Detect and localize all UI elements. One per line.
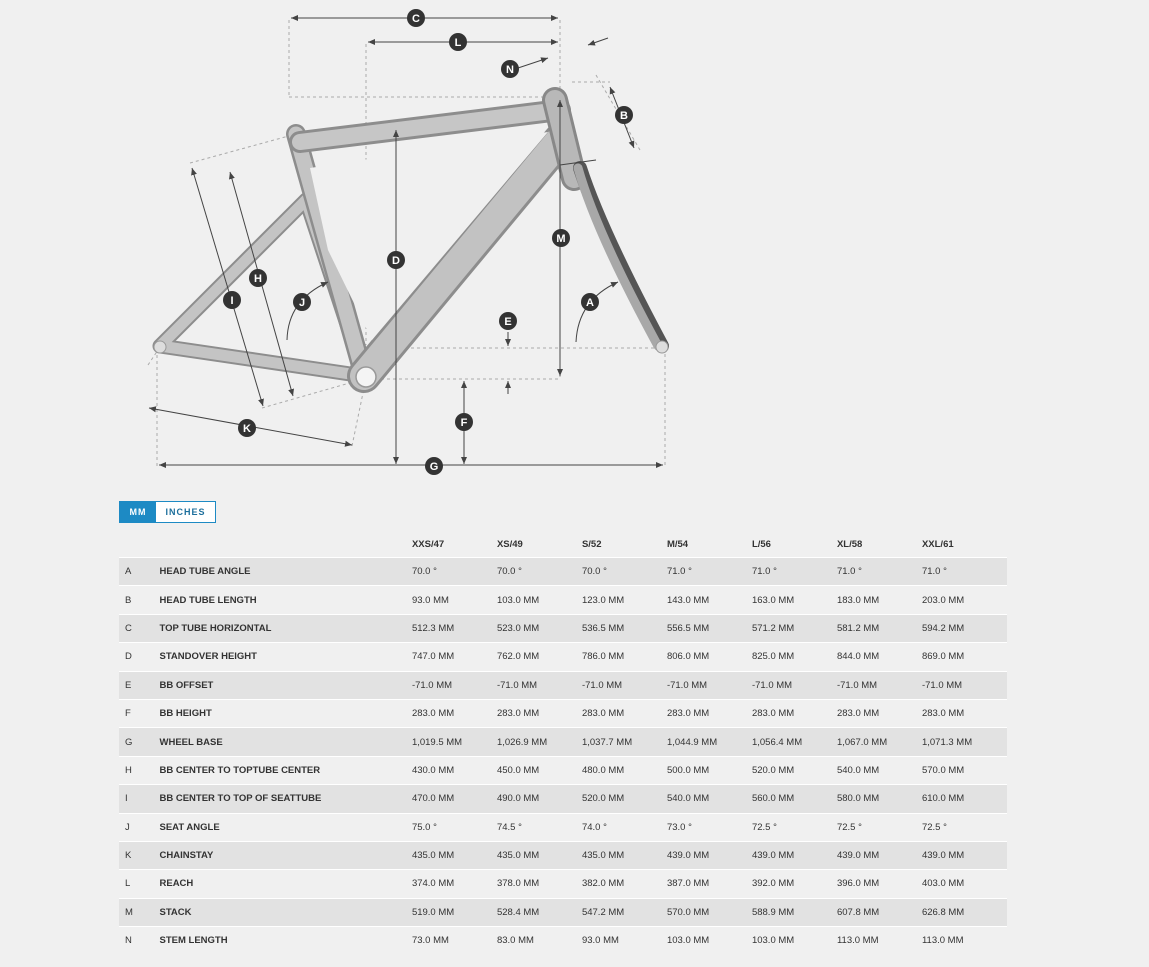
row-letter: M <box>119 898 160 926</box>
row-value: 571.2 MM <box>752 614 837 642</box>
svg-text:E: E <box>504 316 512 328</box>
row-measurement-name: HEAD TUBE ANGLE <box>160 558 412 586</box>
row-value: 439.0 MM <box>667 841 752 869</box>
dimension-label-l <box>449 33 467 51</box>
row-value: 547.2 MM <box>582 898 667 926</box>
row-value: 540.0 MM <box>837 756 922 784</box>
svg-text:A: A <box>586 297 594 309</box>
size-header: XXS/47 <box>411 538 445 550</box>
row-value: 382.0 MM <box>582 870 667 898</box>
row-measurement-name: BB CENTER TO TOPTUBE CENTER <box>160 756 412 784</box>
row-value: 283.0 MM <box>837 699 922 727</box>
row-value: 72.5 ° <box>752 813 837 841</box>
row-value: 113.0 MM <box>922 927 1007 955</box>
row-value: 512.3 MM <box>412 614 497 642</box>
row-value: 183.0 MM <box>837 586 922 614</box>
dimension-label-a <box>581 293 599 311</box>
row-letter: K <box>119 841 160 869</box>
row-value: -71.0 MM <box>497 671 582 699</box>
svg-text:C: C <box>412 13 420 25</box>
size-header: XS/49 <box>496 538 523 550</box>
row-value: 73.0 MM <box>412 927 497 955</box>
table-row <box>119 671 1007 699</box>
row-letter: F <box>119 699 160 727</box>
svg-text:F: F <box>460 417 468 429</box>
row-measurement-name: TOP TUBE HORIZONTAL <box>160 614 412 642</box>
dimension-label-m <box>552 229 570 247</box>
row-value: -71.0 MM <box>837 671 922 699</box>
row-value: 470.0 MM <box>412 785 497 813</box>
dimension-label-i <box>223 291 241 309</box>
row-value: 439.0 MM <box>922 841 1007 869</box>
row-value: 1,026.9 MM <box>497 728 582 756</box>
svg-text:H: H <box>254 273 262 285</box>
row-value: 570.0 MM <box>667 898 752 926</box>
row-value: 163.0 MM <box>752 586 837 614</box>
dimension-label-d <box>387 251 405 269</box>
svg-text:J: J <box>298 297 306 309</box>
row-value: 626.8 MM <box>922 898 1007 926</box>
row-value: 435.0 MM <box>412 841 497 869</box>
table-row <box>119 614 1007 642</box>
row-value: 71.0 ° <box>837 558 922 586</box>
svg-text:G: G <box>429 461 439 473</box>
row-value: 439.0 MM <box>752 841 837 869</box>
svg-text:I: I <box>230 295 234 307</box>
row-value: 607.8 MM <box>837 898 922 926</box>
svg-text:K: K <box>243 423 251 435</box>
row-letter: G <box>119 728 160 756</box>
dimension-label-k <box>238 419 256 437</box>
row-value: -71.0 MM <box>667 671 752 699</box>
row-measurement-name: STACK <box>160 898 412 926</box>
row-value: -71.0 MM <box>412 671 497 699</box>
row-letter: D <box>119 643 160 671</box>
row-value: 83.0 MM <box>497 927 582 955</box>
svg-text:B: B <box>620 110 628 122</box>
row-measurement-name: BB HEIGHT <box>160 699 412 727</box>
row-value: 123.0 MM <box>582 586 667 614</box>
row-value: 430.0 MM <box>412 756 497 784</box>
row-value: 556.5 MM <box>667 614 752 642</box>
row-value: 480.0 MM <box>582 756 667 784</box>
row-letter: N <box>119 927 160 955</box>
row-value: 72.5 ° <box>922 813 1007 841</box>
dimension-label-j <box>293 293 311 311</box>
row-value: 523.0 MM <box>497 614 582 642</box>
row-value: 283.0 MM <box>497 699 582 727</box>
row-value: 70.0 ° <box>497 558 582 586</box>
row-measurement-name: BB CENTER TO TOP OF SEATTUBE <box>160 785 412 813</box>
row-measurement-name: HEAD TUBE LENGTH <box>160 586 412 614</box>
row-value: 869.0 MM <box>922 643 1007 671</box>
row-value: 594.2 MM <box>922 614 1007 642</box>
row-value: -71.0 MM <box>752 671 837 699</box>
table-row <box>119 643 1007 671</box>
row-value: 435.0 MM <box>582 841 667 869</box>
row-value: 93.0 MM <box>582 927 667 955</box>
size-header: XXL/61 <box>921 538 954 550</box>
row-value: 581.2 MM <box>837 614 922 642</box>
table-row <box>119 558 1007 586</box>
row-measurement-name: STANDOVER HEIGHT <box>160 643 412 671</box>
row-value: 580.0 MM <box>837 785 922 813</box>
row-value: 1,071.3 MM <box>922 728 1007 756</box>
row-value: 283.0 MM <box>922 699 1007 727</box>
row-value: 520.0 MM <box>752 756 837 784</box>
row-value: 806.0 MM <box>667 643 752 671</box>
row-value: 113.0 MM <box>837 927 922 955</box>
row-value: 762.0 MM <box>497 643 582 671</box>
row-letter: A <box>119 558 160 586</box>
table-row <box>119 841 1007 869</box>
row-measurement-name: SEAT ANGLE <box>160 813 412 841</box>
row-value: 1,019.5 MM <box>412 728 497 756</box>
row-value: 844.0 MM <box>837 643 922 671</box>
row-value: 72.5 ° <box>837 813 922 841</box>
table-row <box>119 785 1007 813</box>
table-row <box>119 870 1007 898</box>
row-value: 392.0 MM <box>752 870 837 898</box>
row-value: 70.0 ° <box>582 558 667 586</box>
svg-text:M: M <box>556 233 566 245</box>
row-value: 570.0 MM <box>922 756 1007 784</box>
row-measurement-name: WHEEL BASE <box>160 728 412 756</box>
row-measurement-name: BB OFFSET <box>160 671 412 699</box>
row-value: 560.0 MM <box>752 785 837 813</box>
row-letter: J <box>119 813 160 841</box>
table-row <box>119 756 1007 784</box>
size-header: M/54 <box>666 538 689 550</box>
row-value: 490.0 MM <box>497 785 582 813</box>
row-value: 103.0 MM <box>752 927 837 955</box>
row-value: 70.0 ° <box>412 558 497 586</box>
row-value: 378.0 MM <box>497 870 582 898</box>
header-letter <box>119 531 160 558</box>
dimension-label-n <box>501 60 519 78</box>
row-value: 500.0 MM <box>667 756 752 784</box>
row-value: 283.0 MM <box>582 699 667 727</box>
frame-geometry-diagram <box>0 0 700 490</box>
row-letter: H <box>119 756 160 784</box>
row-value: 439.0 MM <box>837 841 922 869</box>
svg-text:L: L <box>454 37 462 49</box>
row-value: 1,067.0 MM <box>837 728 922 756</box>
row-value: 93.0 MM <box>412 586 497 614</box>
table-row <box>119 728 1007 756</box>
row-value: 74.0 ° <box>582 813 667 841</box>
row-value: 588.9 MM <box>752 898 837 926</box>
row-value: 374.0 MM <box>412 870 497 898</box>
unit-mm-button[interactable]: MM <box>120 502 156 522</box>
table-row <box>119 699 1007 727</box>
bike-frame <box>154 100 668 387</box>
row-value: 747.0 MM <box>412 643 497 671</box>
row-value: 71.0 ° <box>752 558 837 586</box>
table-row <box>119 813 1007 841</box>
row-value: 519.0 MM <box>412 898 497 926</box>
row-value: 283.0 MM <box>667 699 752 727</box>
row-value: 825.0 MM <box>752 643 837 671</box>
header-name <box>160 531 412 558</box>
geometry-table <box>119 531 1007 954</box>
row-value: 435.0 MM <box>497 841 582 869</box>
row-value: 1,044.9 MM <box>667 728 752 756</box>
table-row <box>119 898 1007 926</box>
table-row <box>119 586 1007 614</box>
dimension-label-f <box>455 413 473 431</box>
row-value: 73.0 ° <box>667 813 752 841</box>
row-value: 540.0 MM <box>667 785 752 813</box>
row-value: 450.0 MM <box>497 756 582 784</box>
row-value: 786.0 MM <box>582 643 667 671</box>
unit-toggle <box>119 501 216 523</box>
row-value: 74.5 ° <box>497 813 582 841</box>
row-value: 387.0 MM <box>667 870 752 898</box>
row-value: 71.0 ° <box>667 558 752 586</box>
row-value: 528.4 MM <box>497 898 582 926</box>
dimension-label-h <box>249 269 267 287</box>
row-value: 536.5 MM <box>582 614 667 642</box>
dimension-label-g <box>425 457 443 475</box>
row-value: 103.0 MM <box>667 927 752 955</box>
row-letter: C <box>119 614 160 642</box>
row-value: 396.0 MM <box>837 870 922 898</box>
row-value: 520.0 MM <box>582 785 667 813</box>
row-value: 403.0 MM <box>922 870 1007 898</box>
row-value: -71.0 MM <box>582 671 667 699</box>
row-value: 1,056.4 MM <box>752 728 837 756</box>
row-measurement-name: CHAINSTAY <box>160 841 412 869</box>
svg-text:D: D <box>392 255 400 267</box>
row-measurement-name: REACH <box>160 870 412 898</box>
size-header: L/56 <box>751 538 771 550</box>
row-letter: B <box>119 586 160 614</box>
dimension-label-e <box>499 312 517 330</box>
row-value: 283.0 MM <box>412 699 497 727</box>
row-value: 1,037.7 MM <box>582 728 667 756</box>
row-value: 610.0 MM <box>922 785 1007 813</box>
dimension-label-c <box>407 9 425 27</box>
row-value: 71.0 ° <box>922 558 1007 586</box>
row-letter: E <box>119 671 160 699</box>
row-value: -71.0 MM <box>922 671 1007 699</box>
row-value: 103.0 MM <box>497 586 582 614</box>
row-value: 143.0 MM <box>667 586 752 614</box>
table-header-row <box>119 531 1007 558</box>
size-header: XL/58 <box>836 538 863 550</box>
row-value: 75.0 ° <box>412 813 497 841</box>
row-value: 283.0 MM <box>752 699 837 727</box>
size-header: S/52 <box>581 538 602 550</box>
row-value: 203.0 MM <box>922 586 1007 614</box>
row-measurement-name: STEM LENGTH <box>160 927 412 955</box>
unit-inches-button[interactable]: INCHES <box>156 502 215 522</box>
row-letter: I <box>119 785 160 813</box>
table-row <box>119 927 1007 955</box>
row-letter: L <box>119 870 160 898</box>
dimension-label-b <box>615 106 633 124</box>
svg-text:N: N <box>506 64 514 76</box>
